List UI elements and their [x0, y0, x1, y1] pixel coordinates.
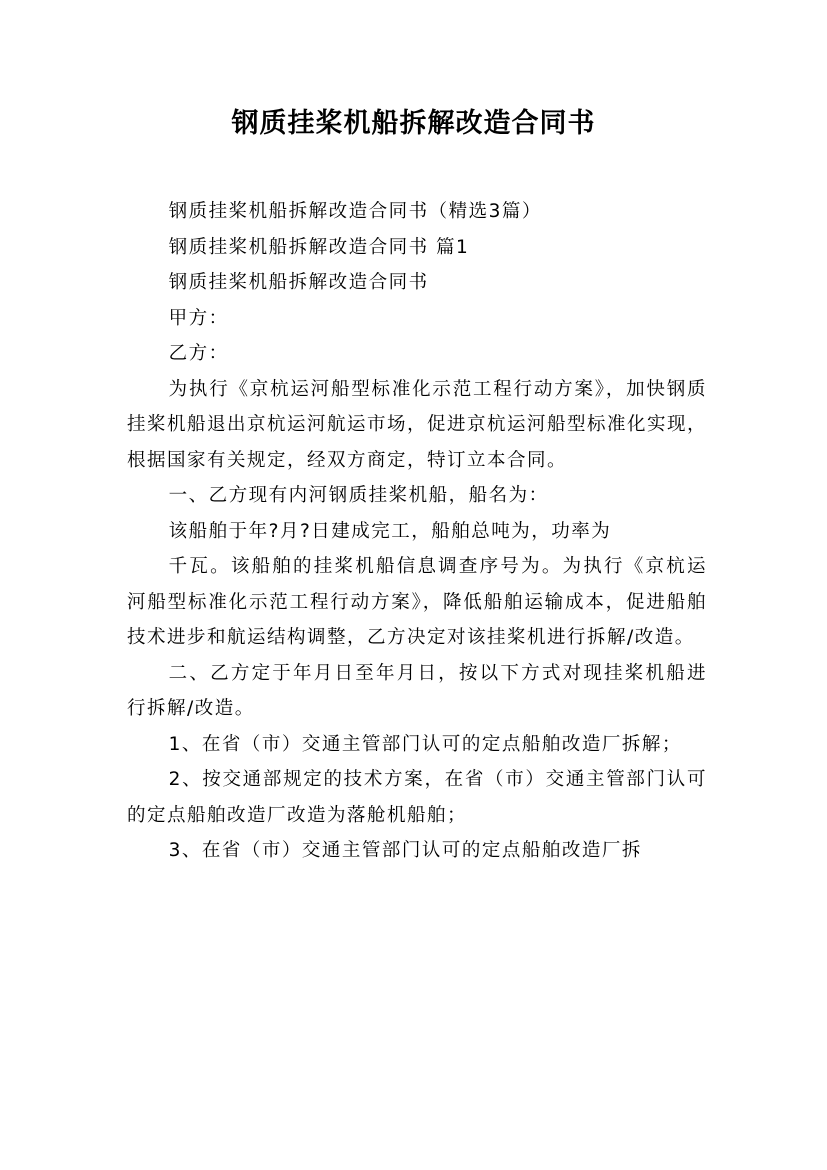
document-body: [127, 194, 707, 869]
document-title: 钢质挂桨机船拆解改造合同书: [231, 108, 596, 139]
paragraph-ship-details: 千瓦。该船舶的挂桨机船信息调查序号为。为执行《京杭运河船型标准化示范工程行动方案》，降低船舶运输成本，促进船舶技术进步和航运结构调整，乙方决定对该挂桨机进行拆解/改造。: [127, 556, 707, 648]
paragraph-clause-1: 一、乙方现有内河钢质挂桨机船，船名为：: [168, 485, 549, 506]
paragraph-party-b: 乙方：: [168, 343, 229, 364]
paragraph-option-1: 1、在省（市）交通主管部门认可的定点船舶改造厂拆解；: [168, 733, 682, 755]
paragraph-option-3: 3、在省（市）交通主管部门认可的定点船舶改造厂拆: [168, 840, 642, 861]
paragraph-option-2: 2、按交通部规定的技术方案，在省（市）交通主管部门认可的定点船舶改造厂改造为落舱机船舶；: [127, 769, 707, 826]
paragraph-party-a: 甲方：: [168, 307, 229, 329]
paragraph-section-heading: 钢质挂桨机船拆解改造合同书 篇1: [168, 236, 470, 258]
paragraph-subtitle: 钢质挂桨机船拆解改造合同书（精选3篇）: [168, 201, 542, 222]
paragraph-ship-info: 该船舶于年?月?日建成完工，船舶总吨为，功率为: [168, 520, 612, 542]
paragraph-preamble: 为执行《京杭运河船型标准化示范工程行动方案》，加快钢质挂桨机船退出京杭运河航运市场，促进京杭运河船型标准化实现，根据国家有关规定，经双方商定，特订立本合同。: [127, 378, 708, 471]
paragraph-contract-name: 钢质挂桨机船拆解改造合同书: [168, 272, 429, 293]
paragraph-clause-2: 二、乙方定于年月日至年月日，按以下方式对现挂桨机船进行拆解/改造。: [127, 662, 707, 719]
